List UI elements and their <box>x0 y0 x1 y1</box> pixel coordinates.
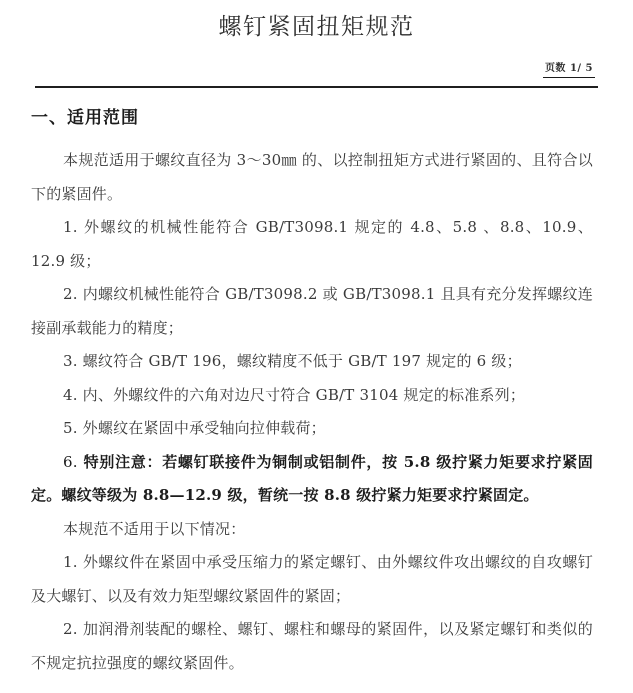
header-divider <box>35 86 598 88</box>
exclusion-item-1: 1. 外螺纹件在紧固中承受压缩力的紧定螺钉、由外螺纹件攻出螺纹的自攻螺钉及大螺钉、以及有效力矩型螺纹紧固件的紧固； <box>31 553 593 605</box>
list-item-6-text: 特别注意：若螺钉联接件为铜制或铝制件，按 5.8 级拧紧力矩要求拧紧固定。螺纹等级为 8.8—12.9 级，暂统一按 8.8 级拧紧力矩要求拧紧固定。 <box>31 452 593 504</box>
list-item-6-special-notice <box>31 446 593 513</box>
exclusion-item-2: 2. 加润滑剂装配的螺栓、螺钉、螺柱和螺母的紧固件，以及紧定螺钉和类似的不规定抗拉强度的螺纹紧固件。 <box>31 620 593 672</box>
list-item-3: 3. 螺纹符合 GB/T 196，螺纹精度不低于 GB/T 197 规定的 6 级； <box>63 352 522 370</box>
list-item-6-number: 6. <box>63 452 78 471</box>
document-page <box>0 10 633 693</box>
page-title: 螺钉紧固扭矩规范 <box>218 14 415 40</box>
page-indicator-value: 1/ 5 <box>569 63 593 74</box>
document-body <box>31 102 593 680</box>
list-item-1: 1. 外螺纹的机械性能符合 GB/T3098.1 规定的 4.8、5.8 、8.8、10.9、12.9 级； <box>31 218 593 270</box>
list-item-5: 5. 外螺纹在紧固中承受轴向拉伸载荷； <box>63 419 326 437</box>
section-heading-scope: 一、适用范围 <box>31 108 139 128</box>
paragraph-exclusion-intro: 本规范不适用于以下情况： <box>63 519 246 538</box>
list-item-2: 2. 内螺纹机械性能符合 GB/T3098.2 或 GB/T3098.1 且具有充分发挥螺纹连接副承载能力的精度； <box>31 285 593 337</box>
list-item-4: 4. 内、外螺纹件的六角对边尺寸符合 GB/T 3104 规定的标准系列； <box>63 385 526 404</box>
page-indicator <box>543 62 595 78</box>
page-indicator-row <box>0 56 633 82</box>
paragraph-intro: 本规范适用于螺纹直径为 3～30㎜ 的、以控制扭矩方式进行紧固的、且符合以下的紧固件。 <box>31 151 593 203</box>
page-indicator-label: 页数 <box>544 63 566 74</box>
